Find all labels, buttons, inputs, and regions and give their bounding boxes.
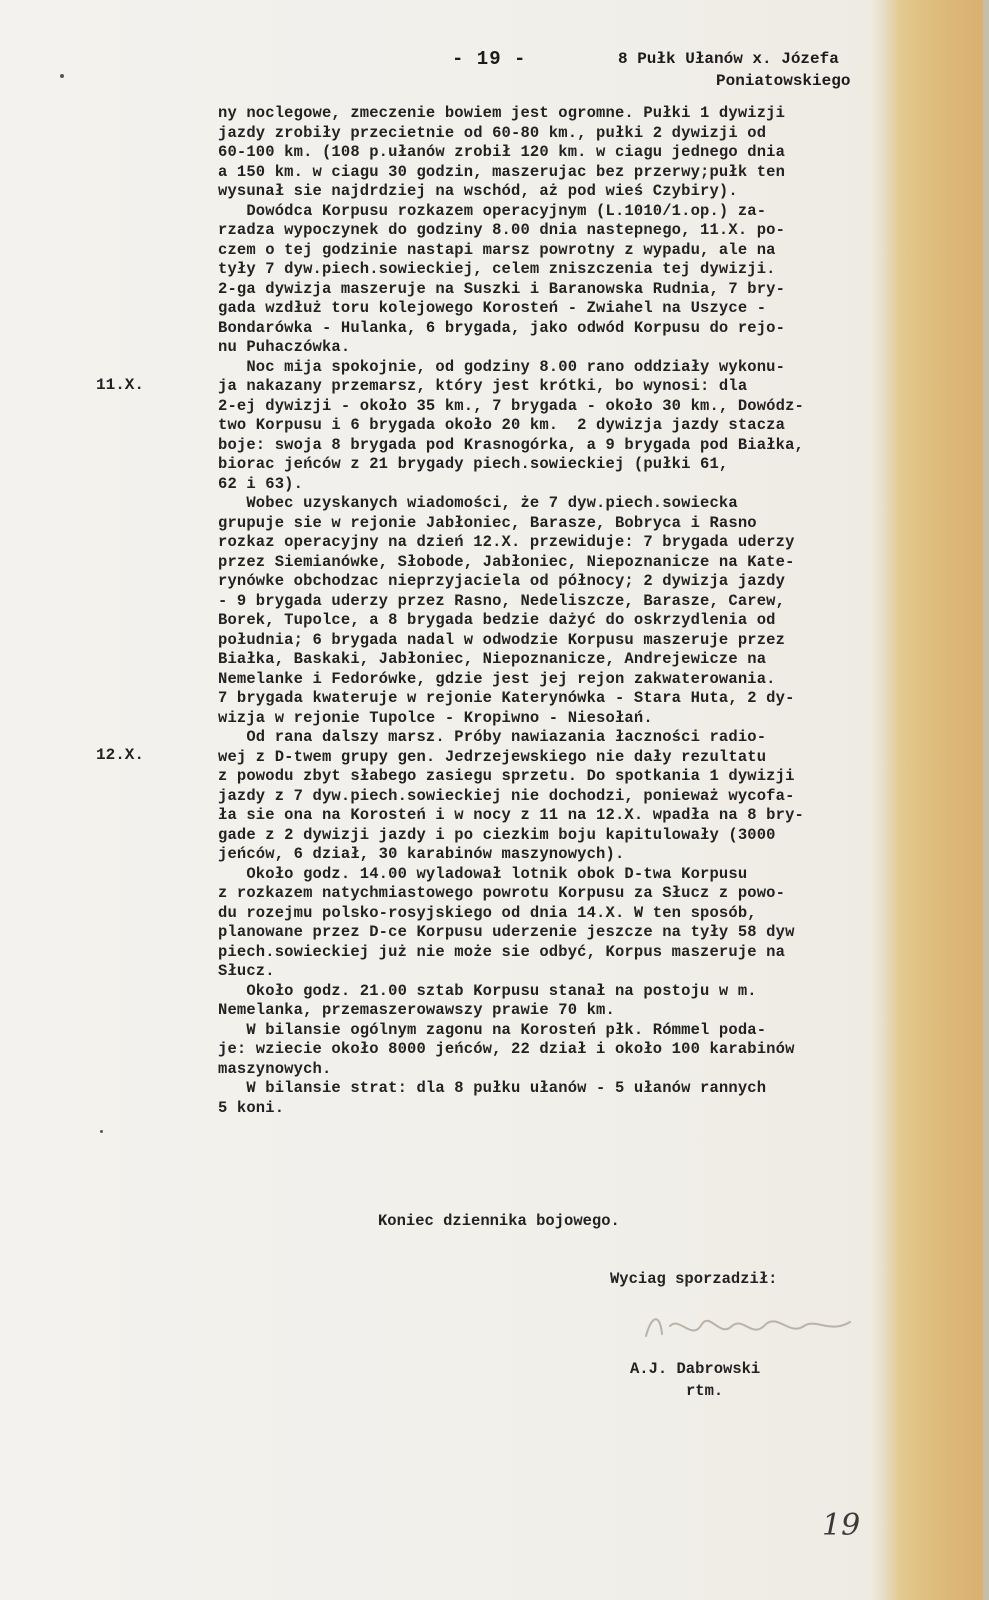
binder-hole-mark: [60, 74, 64, 78]
signer-rank: rtm.: [686, 1382, 724, 1400]
text-line: rzadza wypoczynek do godziny 8.00 dnia nastepnego, 11.X. po-: [218, 221, 786, 239]
drafted-by-label: Wyciag sporzadził:: [610, 1270, 778, 1288]
text-line: Dowódca Korpusu rozkazem operacyjnym (L.1010/1.op.) za-: [218, 201, 767, 220]
text-line: ła sie ona na Korosteń i w nocy z 11 na 12.X. wpadła na 8 bry-: [218, 806, 804, 824]
text-line: 7 brygada kwateruje w rejonie Katerynówka - Stara Huta, 2 dy-: [218, 689, 795, 707]
text-line: Około godz. 14.00 wyladował lotnik obok D-twa Korpusu: [218, 864, 748, 883]
date-marker: 11.X.: [96, 375, 145, 394]
text-line: 60-100 km. (108 p.ułanów zrobił 120 km. w ciagu jednego dnia: [218, 143, 786, 161]
handwritten-signature: [640, 1306, 860, 1352]
unit-header: [618, 48, 918, 92]
text-line: je: wziecie około 8000 jeńców, 22 dział i około 100 karabinów: [218, 1040, 795, 1058]
ink-speck: [100, 1130, 103, 1133]
text-line: czem o tej godzinie nastapi marsz powrotny z wypadu, ale na: [218, 240, 776, 259]
paragraph: [218, 982, 960, 1021]
signer-name: A.J. Dabrowski: [630, 1360, 761, 1378]
unit-header-line-1: 8 Pułk Ułanów x. Józefa: [618, 50, 839, 68]
text-line: przez Siemianówke, Słobode, Jabłoniec, Niepoznanicze na Kate-: [218, 552, 795, 571]
text-line: z powodu zbyt słabego zasiegu sprzetu. Do spotkania 1 dywizji: [218, 767, 795, 785]
text-line: biorac jeńców z 21 brygady piech.sowieckiej (pułki 61,: [218, 455, 729, 473]
text-line: 2-ej dywizji - około 35 km., 7 brygada - około 30 km., Dowódz-: [218, 396, 804, 415]
text-line: Białka, Baskaki, Jabłoniec, Niepoznanicze, Andrejewicze na: [218, 650, 767, 668]
text-line: W bilansie strat: dla 8 pułku ułanów - 5 ułanów rannych: [218, 1079, 767, 1097]
text-line: Wobec uzyskanych wiadomości, że 7 dyw.piech.sowiecka: [218, 494, 738, 512]
text-line: tyły 7 dyw.piech.sowieckiej, celem zniszczenia tej dywizji.: [218, 260, 776, 278]
paragraph: [218, 728, 960, 865]
text-line: two Korpusu i 6 brygada około 20 km. 2 dywizja jazdy stacza: [218, 416, 786, 434]
text-line: W bilansie ogólnym zagonu na Korosteń płk. Rómmel poda-: [218, 1020, 767, 1039]
text-line: du rozejmu polsko-rosyjskiego od dnia 14.X. W ten sposób,: [218, 903, 757, 922]
text-line: wizja w rejonie Tupolce - Kropiwno - Niesołań.: [218, 708, 653, 727]
text-line: wysunał sie najdrdziej na wschód, aż pod wieś Czybiry).: [218, 182, 738, 200]
text-line: rynówke obchodzac nieprzyjaciela od północy; 2 dywizja jazdy: [218, 572, 786, 590]
text-line: planowane przez D-ce Korpusu uderzenie jeszcze na tyły 58 dyw: [218, 923, 795, 941]
text-line: Nemelanke i Fedorówke, gdzie jest jej rejon zakwaterowania.: [218, 669, 776, 688]
text-line: 2-ga dywizja maszeruje na Suszki i Baranowska Rudnia, 7 bry-: [218, 279, 786, 298]
text-line: - 9 brygada uderzy przez Rasno, Nedeliszcze, Barasze, Carew,: [218, 591, 786, 610]
text-line: wej z D-twem grupy gen. Jedrzejewskiego nie dały rezultatu: [218, 747, 767, 766]
text-line: Od rana dalszy marsz. Próby nawiazania łaczności radio-: [218, 728, 767, 746]
text-line: maszynowych.: [218, 1059, 332, 1078]
page-number-header: - 19 -: [452, 48, 527, 70]
document-body: [218, 104, 960, 1118]
text-line: Słucz.: [218, 962, 275, 980]
text-line: ny noclegowe, zmeczenie bowiem jest ogromne. Pułki 1 dywizji: [218, 104, 786, 122]
text-line: ja nakazany przemarsz, który jest krótki, bo wynosi: dla: [218, 377, 748, 395]
closing-line: Koniec dziennika bojowego.: [378, 1212, 620, 1230]
paragraph: [218, 1021, 960, 1080]
text-line: piech.sowieckiej już nie może sie odbyć, Korpus maszeruje na: [218, 942, 786, 961]
text-line: 62 i 63).: [218, 474, 304, 493]
page-edge: [983, 0, 989, 1600]
unit-header-line-2: Poniatowskiego: [716, 72, 851, 90]
text-line: Około godz. 21.00 sztab Korpusu stanał na postoju w m.: [218, 981, 757, 1000]
text-line: grupuje sie w rejonie Jabłoniec, Barasze, Bobryca i Rasno: [218, 513, 757, 532]
paragraph: [218, 104, 960, 202]
paragraph: [218, 494, 960, 728]
text-line: jazdy z 7 dyw.piech.sowieckiej nie dochodzi, ponieważ wycofa-: [218, 786, 795, 805]
paragraph: [218, 865, 960, 982]
text-line: nu Puhaczówka.: [218, 338, 351, 356]
text-line: a 150 km. w ciagu 30 godzin, maszerujac bez przerwy;pułk ten: [218, 162, 786, 181]
text-line: gada wzdłuż toru kolejowego Korosteń - Zwiahel na Uszyce -: [218, 299, 767, 317]
date-marker: 12.X.: [96, 746, 145, 764]
text-line: 5 koni.: [218, 1098, 285, 1117]
text-line: gade z 2 dywizji jazdy i po ciezkim boju kapitulowały (3000: [218, 825, 776, 844]
text-line: jazdy zrobiły przecietnie od 60-80 km., pułki 2 dywizji od: [218, 123, 767, 142]
paragraph: [218, 358, 960, 495]
text-line: boje: swoja 8 brygada pod Krasnogórka, a 9 brygada pod Białka,: [218, 435, 804, 454]
text-line: południa; 6 brygada nadal w odwodzie Korpusu maszeruje przez: [218, 630, 786, 649]
paragraph: [218, 1079, 960, 1118]
text-line: Nemelanka, przemaszerowawszy prawie 70 km.: [218, 1001, 615, 1019]
signer-block: [630, 1358, 760, 1402]
text-line: Bondarówka - Hulanka, 6 brygada, jako odwód Korpusu do rejo-: [218, 318, 786, 337]
text-line: jeńców, 6 dział, 30 karabinów maszynowych).: [218, 845, 625, 863]
text-line: rozkaz operacyjny na dzień 12.X. przewiduje: 7 brygada uderzy: [218, 533, 795, 551]
text-line: Borek, Tupolce, a 8 brygada bedzie dażyć do oskrzydlenia od: [218, 611, 776, 629]
text-line: Noc mija spokojnie, od godziny 8.00 rano oddziały wykonu-: [218, 357, 786, 376]
text-line: z rozkazem natychmiastowego powrotu Korpusu za Słucz z powo-: [218, 884, 786, 902]
paragraph: [218, 202, 960, 358]
handwritten-page-number: 19: [822, 1508, 861, 1543]
